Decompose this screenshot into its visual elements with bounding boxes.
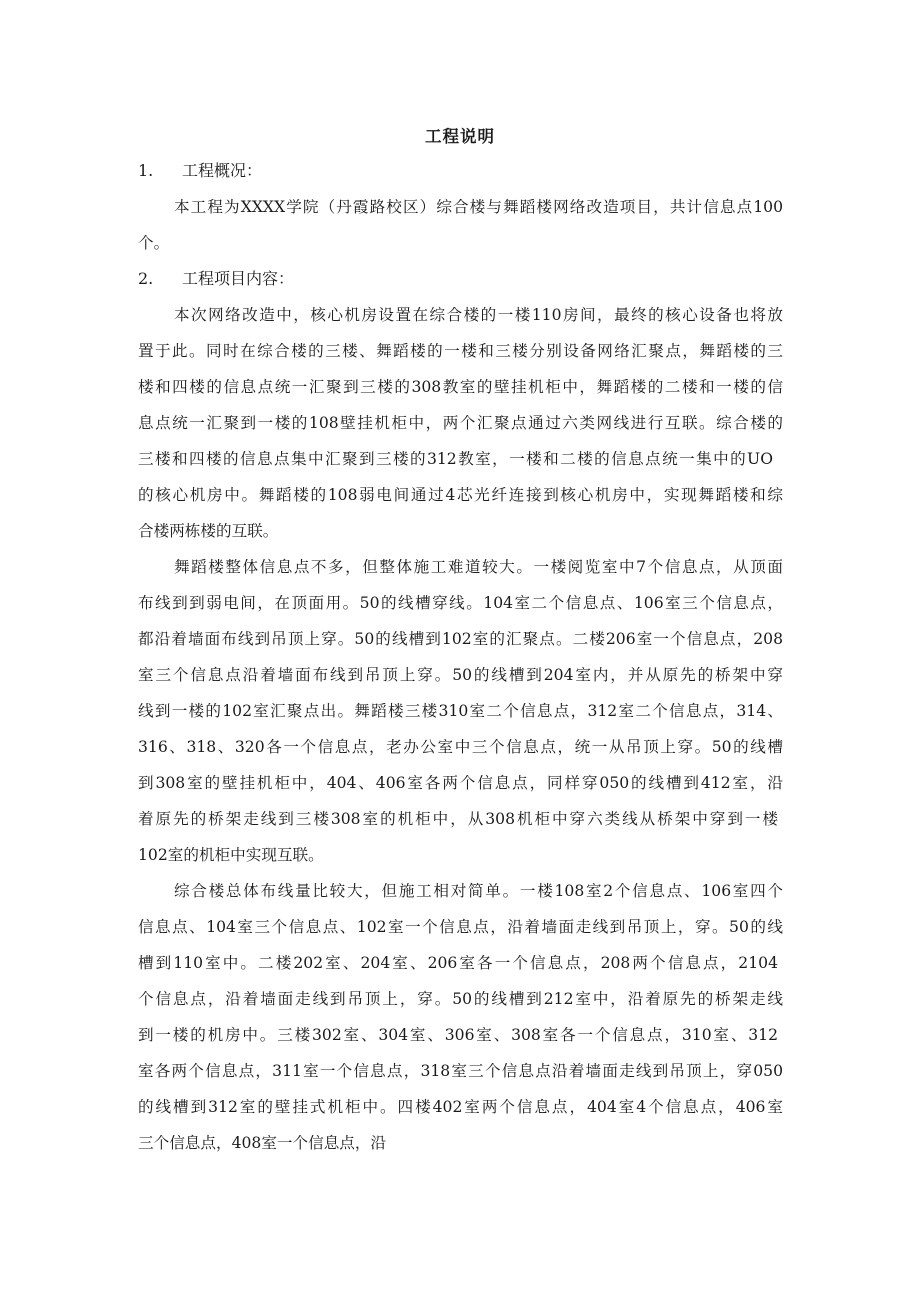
paragraph-line: 室三个信息点沿着墙面布线到吊顶上穿。50的线槽到204室内，并从原先的桥架中穿 [138, 666, 783, 684]
paragraph-line: 个。 [138, 234, 170, 252]
paragraph-line: 三个信息点，408室一个信息点，沿 [138, 1134, 387, 1152]
paragraph-line: 个信息点，沿着墙面走线到吊顶上，穿。50的线槽到212室中，沿着原先的桥架走线 [138, 990, 783, 1008]
paragraph-line: 的线槽到312室的壁挂式机柜中。四楼402室两个信息点，404室4个信息点，406室 [138, 1098, 783, 1116]
paragraph-line: 合楼两栋楼的互联。 [138, 522, 279, 540]
section-number: 2. [138, 269, 154, 288]
paragraph-line: 置于此。同时在综合楼的三楼、舞蹈楼的一楼和三楼分别设备网络汇聚点，舞蹈楼的三 [138, 342, 783, 360]
paragraph-line: 舞蹈楼整体信息点不多，但整体施工难道较大。一楼阅览室中7个信息点，从顶面 [174, 558, 783, 576]
paragraph-line: 的核心机房中。舞蹈楼的108弱电间通过4芯光纤连接到核心机房中，实现舞蹈楼和综 [138, 486, 783, 504]
paragraph-line: 到308室的壁挂机柜中，404、406室各两个信息点，同样穿050的线槽到412室，沿 [138, 774, 783, 792]
paragraph-line: 本次网络改造中，核心机房设置在综合楼的一楼110房间，最终的核心设备也将放 [174, 306, 783, 324]
paragraph-line: 线到一楼的102室汇聚点出。舞蹈楼三楼310室二个信息点，312室二个信息点，314、 [138, 702, 783, 720]
paragraph-line: 布线到到弱电间，在顶面用。50的线槽穿线。104室二个信息点、106室三个信息点， [138, 594, 783, 612]
paragraph-line: 都沿着墙面布线到吊顶上穿。50的线槽到102室的汇聚点。二楼206室一个信息点，208 [138, 630, 783, 648]
paragraph-line: 楼和四楼的信息点统一汇聚到三楼的308教室的壁挂机柜中，舞蹈楼的二楼和一楼的信 [138, 378, 783, 396]
paragraph-line: 信息点、104室三个信息点、102室一个信息点，沿着墙面走线到吊顶上，穿。50的线 [138, 918, 783, 936]
section-heading-text: 工程概况： [182, 161, 263, 180]
section-heading [138, 158, 262, 184]
paragraph-line: 着原先的桥架走线到三楼308室的机柜中，从308机柜中穿六类线从桥架中穿到一楼 [138, 810, 778, 828]
paragraph-line: 综合楼总体布线量比较大，但施工相对简单。一楼108室2个信息点、106室四个 [174, 882, 783, 900]
paragraph-line: 到一楼的机房中。三楼302室、304室、306室、308室各一个信息点，310室、312 [138, 1026, 778, 1044]
paragraph-line: 室各两个信息点，311室一个信息点，318室三个信息点沿着墙面走线到吊顶上，穿050 [138, 1062, 783, 1080]
paragraph-line: 息点统一汇聚到一楼的108壁挂机柜中，两个汇聚点通过六类网线进行互联。综合楼的 [138, 414, 783, 432]
section-number: 1. [138, 161, 154, 180]
paragraph-line: 102室的机柜中实现互联。 [138, 846, 324, 864]
document-title: 工程说明 [425, 127, 495, 146]
paragraph-line: 316、318、320各一个信息点，老办公室中三个信息点，统一从吊顶上穿。50的线槽 [138, 738, 783, 756]
paragraph-line: 本工程为XXXX学院（丹霞路校区）综合楼与舞蹈楼网络改造项目，共计信息点100 [174, 198, 783, 216]
section-heading-text: 工程项目内容： [182, 269, 295, 288]
paragraph-line: 三楼和四楼的信息点集中汇聚到三楼的312教室，一楼和二楼的信息点统一集中的UO [138, 450, 773, 468]
paragraph-line: 槽到110室中。二楼202室、204室、206室各一个信息点，208两个信息点，2104 [138, 954, 778, 972]
section-heading [138, 266, 294, 292]
